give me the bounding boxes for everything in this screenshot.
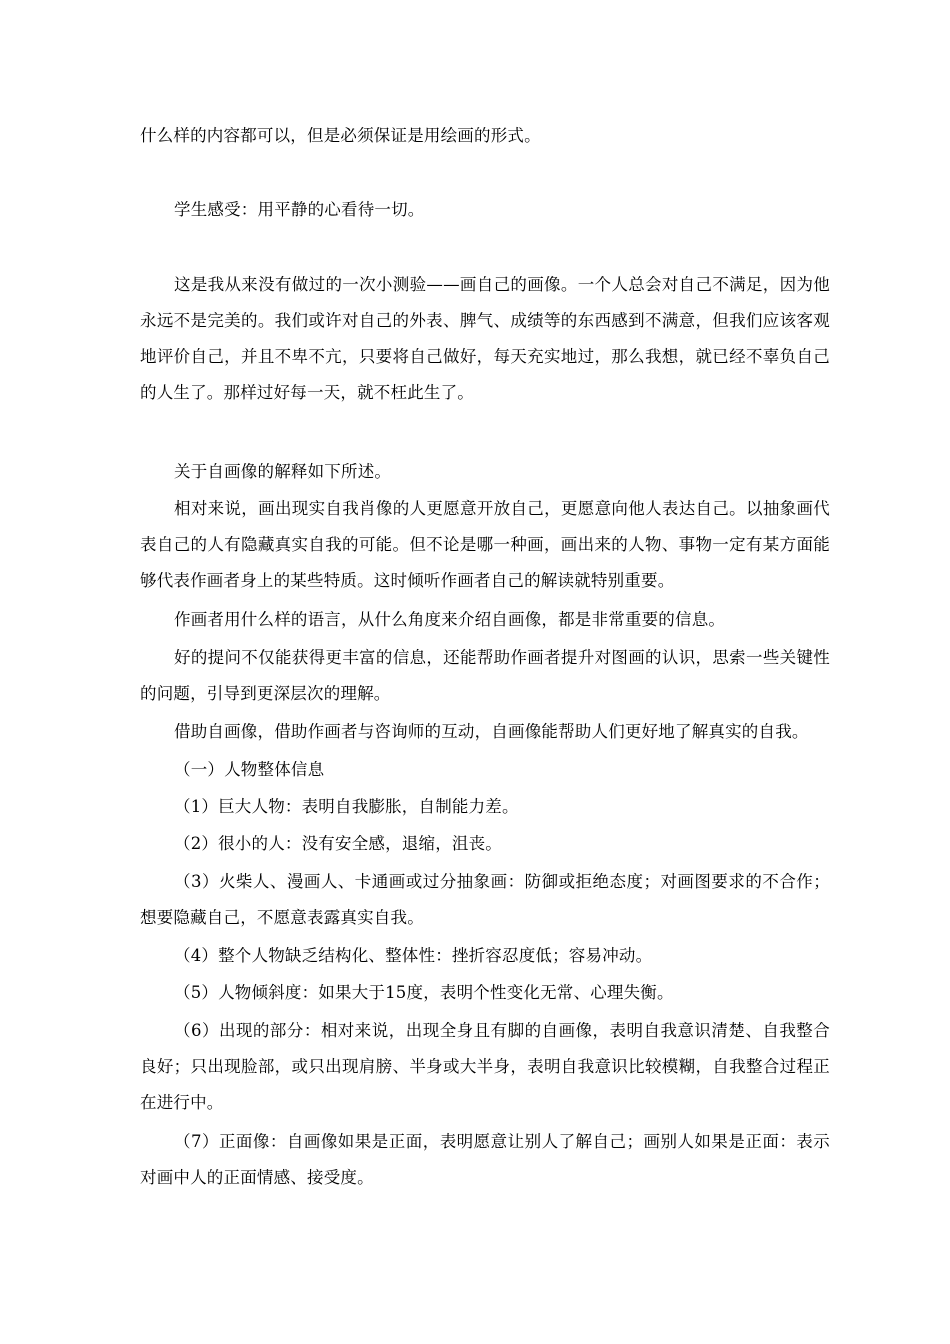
paragraph-student-feeling: 学生感受：用平静的心看待一切。 — [174, 200, 425, 219]
list-item-7: （7）正面像：自画像如果是正面，表明愿意让别人了解自己；画别人如果是正面：表示对画中人的正面情感、接受度。 — [140, 1132, 830, 1187]
list-item-3: （3）火柴人、漫画人、卡通画或过分抽象画：防御或拒绝态度；对画图要求的不合作；想要隐藏自己，不愿意表露真实自我。 — [140, 872, 830, 927]
paragraph-interaction: 借助自画像，借助作画者与咨询师的互动，自画像能帮助人们更好地了解真实的自我。 — [174, 722, 809, 741]
paragraph-language-angle: 作画者用什么样的语言，从什么角度来介绍自画像，都是非常重要的信息。 — [174, 610, 726, 629]
list-item-2: （2）很小的人：没有安全感，退缩，沮丧。 — [174, 834, 502, 853]
list-item-5: （5）人物倾斜度：如果大于15度，表明个性变化无常、心理失衡。 — [174, 983, 674, 1002]
section-heading-overall-info: （一）人物整体信息 — [174, 760, 325, 779]
paragraph-good-questions: 好的提问不仅能获得更丰富的信息，还能帮助作画者提升对图画的认识，思索一些关键性的问题，引导到更深层次的理解。 — [140, 648, 830, 703]
paragraph-interpretation-intro: 关于自画像的解释如下所述。 — [174, 462, 392, 481]
list-item-4: （4）整个人物缺乏结构化、整体性：挫折容忍度低；容易冲动。 — [174, 946, 653, 965]
list-item-1: （1）巨大人物：表明自我膨胀，自制能力差。 — [174, 797, 519, 816]
paragraph-content-form: 什么样的内容都可以，但是必须保证是用绘画的形式。 — [140, 126, 541, 145]
list-item-6: （6）出现的部分：相对来说，出现全身且有脚的自画像，表明自我意识清楚、自我整合良好；只出现脸部，或只出现肩膀、半身或大半身，表明自我意识比较模糊，自我整合过程正在进行中。 — [140, 1021, 830, 1112]
paragraph-self-test: 这是我从来没有做过的一次小测验——画自己的画像。一个人总会对自己不满足，因为他永远不是完美的。我们或许对自己的外表、脾气、成绩等的东西感到不满意，但我们应该客观地评价自己，并且不卑不亢，只要将自己做好，每天充实地过，那么我想，就已经不辜负自己的人生了。那样过好每一天，就不枉此生了。 — [140, 275, 830, 402]
paragraph-realistic-vs-abstract: 相对来说，画出现实自我肖像的人更愿意开放自己，更愿意向他人表达自己。以抽象画代表自己的人有隐藏真实自我的可能。但不论是哪一种画，画出来的人物、事物一定有某方面能够代表作画者身上的某些特质。这时倾听作画者自己的解读就特别重要。 — [140, 499, 830, 590]
